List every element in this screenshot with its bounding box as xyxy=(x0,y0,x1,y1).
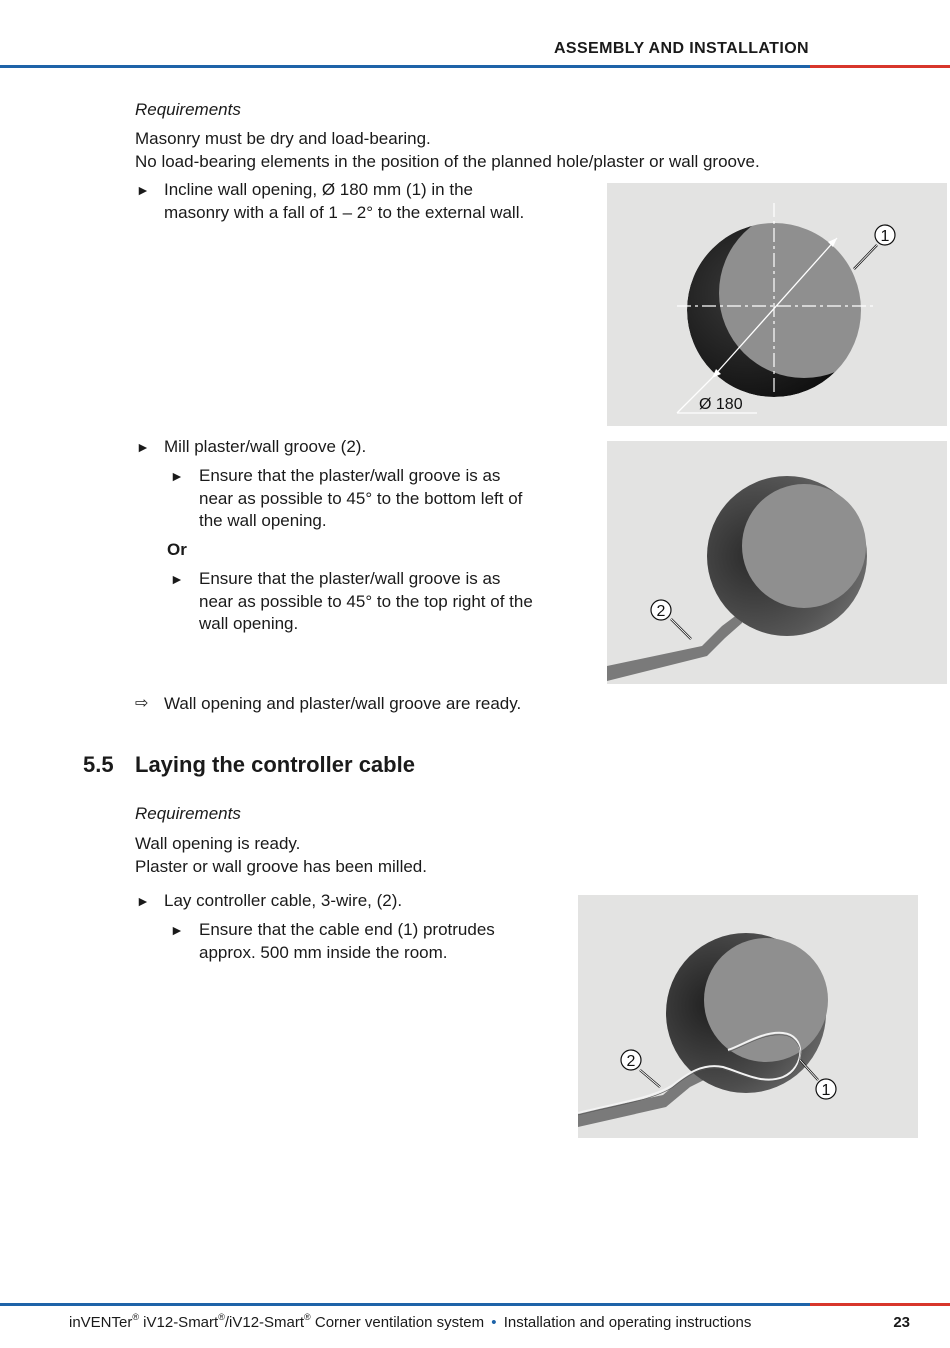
page-number: 23 xyxy=(893,1314,910,1331)
footer-product: Corner ventilation system xyxy=(310,1314,485,1331)
callout-cable-label: 2 xyxy=(626,1053,636,1070)
registered-mark: ® xyxy=(132,1312,139,1322)
callout-2-label: 2 xyxy=(656,603,666,620)
footer-separator: • xyxy=(491,1314,497,1331)
footer-document-title xyxy=(69,1314,751,1331)
step-marker: ► xyxy=(136,182,150,198)
footer-model-b: /iV12-Smart xyxy=(224,1314,305,1331)
substep-text: Ensure that the cable end (1) protrudes xyxy=(199,920,495,939)
substep-text: Ensure that the plaster/wall groove is as xyxy=(199,466,501,485)
step-text: Lay controller cable, 3-wire, (2). xyxy=(164,891,403,910)
footer-doc-type: Installation and operating instructions xyxy=(503,1314,752,1331)
substep-text: approx. 500 mm inside the room. xyxy=(199,943,448,962)
figure-wall-groove xyxy=(607,441,947,684)
step-text: Incline wall opening, Ø 180 mm (1) in the xyxy=(164,180,473,199)
or-label: Or xyxy=(167,540,187,559)
result-text: Wall opening and plaster/wall groove are ready. xyxy=(164,694,522,713)
requirement-item: Wall opening is ready. xyxy=(135,834,301,853)
section-title: Laying the controller cable xyxy=(135,752,415,777)
substep-text: near as possible to 45° to the bottom left of xyxy=(199,489,523,508)
footer-brand: inVENTer xyxy=(69,1314,133,1331)
substep-marker: ► xyxy=(170,922,184,938)
substep-text: Ensure that the plaster/wall groove is as xyxy=(199,569,501,588)
requirement-item: No load-bearing elements in the position of the planned hole/plaster or wall groove. xyxy=(135,152,760,171)
substep-marker: ► xyxy=(170,468,184,484)
footer-model-a: iV12-Smart xyxy=(139,1314,219,1331)
step-marker: ► xyxy=(136,439,150,455)
header-rule-blue xyxy=(0,65,810,68)
substep-text: the wall opening. xyxy=(199,511,327,530)
footer-rule-red xyxy=(810,1303,950,1306)
callout-1-label: 1 xyxy=(880,228,890,245)
footer-rule-blue xyxy=(0,1303,810,1306)
requirements-heading: Requirements xyxy=(135,804,241,823)
registered-mark: ® xyxy=(218,1312,225,1322)
step-text: Mill plaster/wall groove (2). xyxy=(164,437,367,456)
requirement-item: Masonry must be dry and load-bearing. xyxy=(135,129,431,148)
figure-wall-opening xyxy=(607,183,947,426)
header-rule-red xyxy=(810,65,950,68)
section-number: 5.5 xyxy=(83,752,114,777)
substep-text: wall opening. xyxy=(199,614,299,633)
step-marker: ► xyxy=(136,893,150,909)
diameter-label: Ø 180 xyxy=(699,396,743,413)
step-text: masonry with a fall of 1 – 2° to the external wall. xyxy=(164,203,525,222)
running-header: ASSEMBLY AND INSTALLATION xyxy=(553,40,809,57)
requirement-item: Plaster or wall groove has been milled. xyxy=(135,857,427,876)
registered-mark: ® xyxy=(304,1312,311,1322)
substep-marker: ► xyxy=(170,571,184,587)
callout-end-label: 1 xyxy=(821,1082,831,1099)
figure-controller-cable xyxy=(578,895,918,1138)
result-marker: ⇨ xyxy=(135,695,149,712)
requirements-heading: Requirements xyxy=(135,100,241,119)
substep-text: near as possible to 45° to the top right of the xyxy=(199,592,533,611)
